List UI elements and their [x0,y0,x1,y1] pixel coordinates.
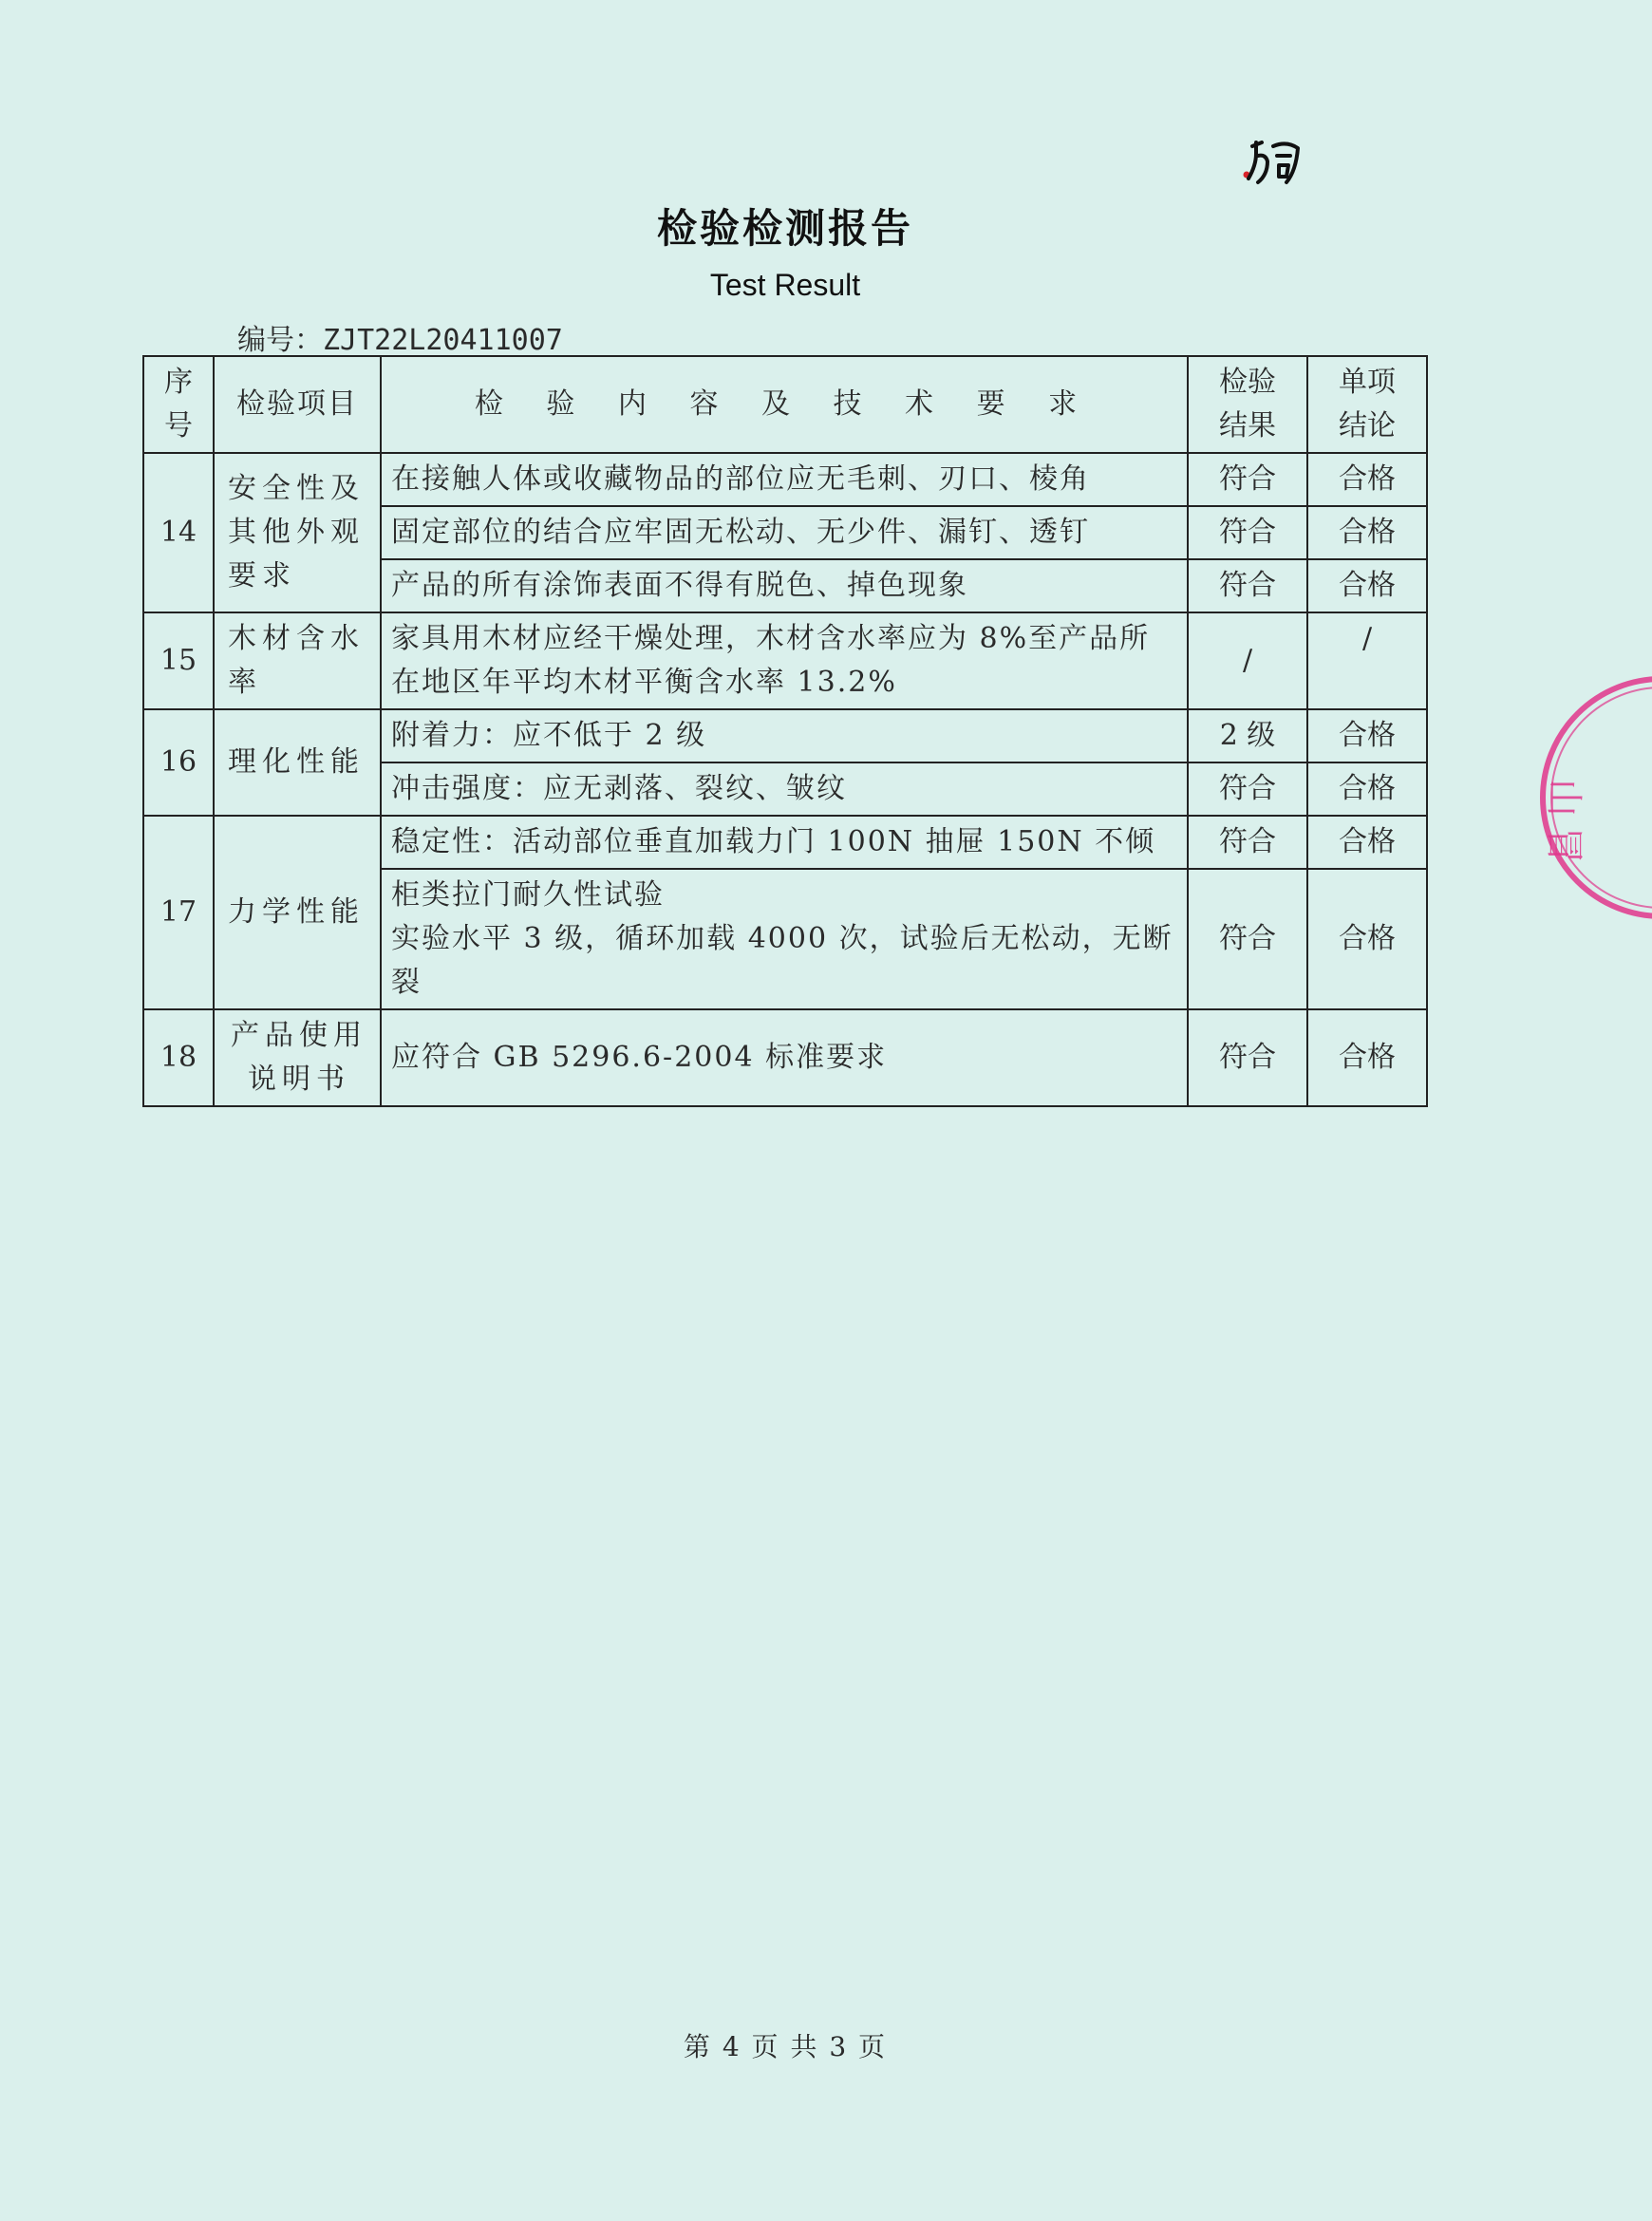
conclusion-cell: 合格 [1307,762,1427,816]
conclusion-cell: 合格 [1307,709,1427,762]
test-result-table [142,355,1428,1107]
header-result: 检验 结果 [1188,356,1307,453]
result-cell: 符合 [1188,506,1307,559]
conclusion-cell: 合格 [1307,1009,1427,1106]
result-cell: 符合 [1188,559,1307,612]
requirement-cell: 冲击强度：应无剥落、裂纹、皱纹 [381,762,1188,816]
seq-cell: 14 [143,453,214,612]
seq-cell: 16 [143,709,214,816]
result-cell: 符合 [1188,869,1307,1009]
report-subtitle: Test Result [709,268,861,302]
seq-cell: 15 [143,612,214,709]
item-cell: 安全性及 其他外观 要求 [214,453,381,612]
requirement-cell: 应符合 GB 5296.6-2004 标准要求 [381,1009,1188,1106]
conclusion-cell: 合格 [1307,559,1427,612]
requirement-cell: 产品的所有涂饰表面不得有脱色、掉色现象 [381,559,1188,612]
page-number-footer: 第 4 页 共 3 页 [683,2031,888,2062]
report-number-value: ZJT22L20411007 [323,324,563,357]
conclusion-cell: / [1307,612,1427,709]
requirement-cell: 附着力：应不低于 2 级 [381,709,1188,762]
result-cell: 符合 [1188,816,1307,869]
result-cell: / [1188,612,1307,709]
header-item: 检验项目 [214,356,381,453]
report-number [237,316,563,358]
svg-text:山: 山 [1542,779,1586,817]
item-cell: 理化性能 [214,709,381,816]
header-conclusion: 单项 结论 [1307,356,1427,453]
requirement-cell: 固定部位的结合应牢固无松动、无少件、漏钉、透钉 [381,506,1188,559]
result-cell: 2 级 [1188,709,1307,762]
requirement-cell: 柜类拉门耐久性试验 实验水平 3 级，循环加载 4000 次，试验后无松动，无断 裂 [381,869,1188,1009]
report-number-label: 编号： [237,324,323,357]
table-row [143,1009,1427,1106]
header-content: 检 验 内 容 及 技 术 要 求 [381,356,1188,453]
conclusion-cell: 合格 [1307,816,1427,869]
item-cell: 木材含水 率 [214,612,381,709]
requirement-cell: 在接触人体或收藏物品的部位应无毛刺、刃口、棱角 [381,453,1188,506]
svg-text:冒: 冒 [1542,826,1586,864]
seq-cell: 18 [143,1009,214,1106]
result-cell: 符合 [1188,762,1307,816]
table-header-row [143,356,1427,453]
seq-cell: 17 [143,816,214,1009]
result-cell: 符合 [1188,1009,1307,1106]
table-row [143,816,1427,869]
header-seq: 序 号 [143,356,214,453]
signature-logo-icon [1239,133,1305,190]
item-cell: 力学性能 [214,816,381,1009]
table-row [143,709,1427,762]
conclusion-cell: 合格 [1307,869,1427,1009]
table-row [143,612,1427,709]
requirement-cell: 家具用木材应经干燥处理，木材含水率应为 8%至产品所 在地区年平均木材平衡含水率 13.2% [381,612,1188,709]
result-cell: 符合 [1188,453,1307,506]
report-title: 检验检测报告 [656,205,913,252]
conclusion-cell: 合格 [1307,506,1427,559]
requirement-cell: 稳定性：活动部位垂直加载力门 100N 抽屉 150N 不倾 [381,816,1188,869]
seal-stamp-icon [1519,674,1652,921]
conclusion-cell: 合格 [1307,453,1427,506]
item-cell: 产品使用 说明书 [214,1009,381,1106]
table-row [143,453,1427,506]
